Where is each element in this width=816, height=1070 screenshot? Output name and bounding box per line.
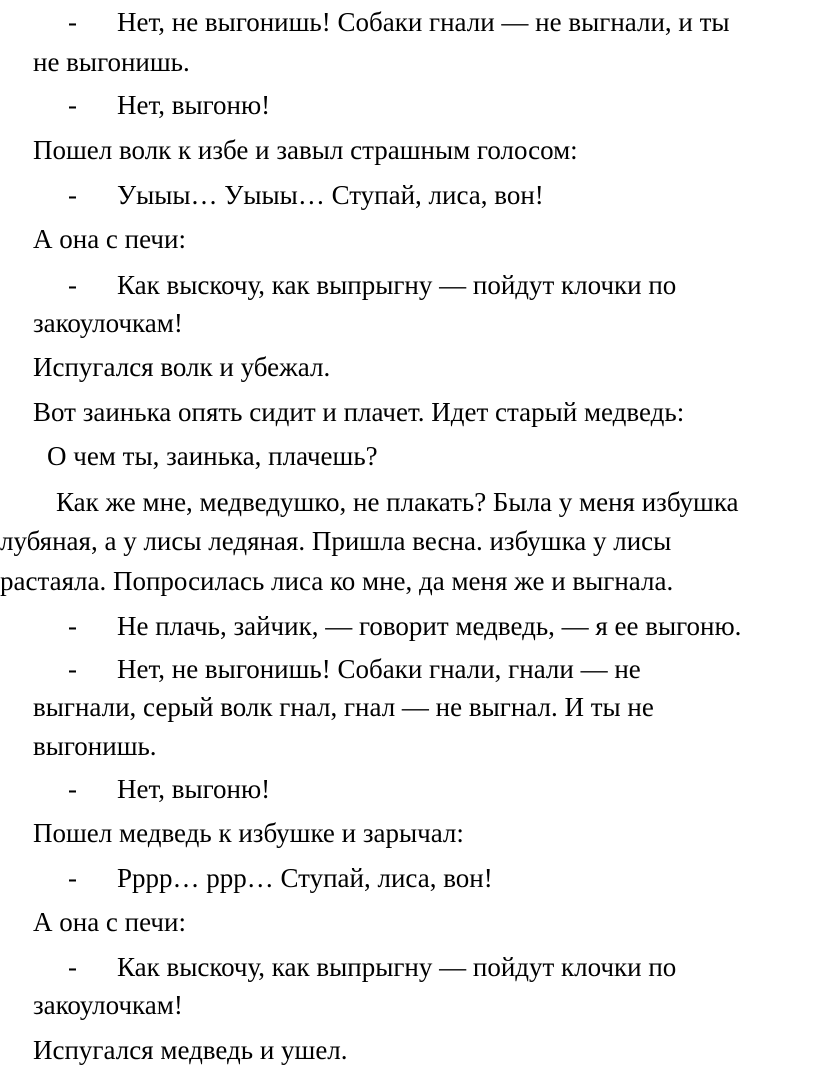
text-line: закоулочкам! xyxy=(33,990,183,1020)
text-line: Как выскочу, как выпрыгну — пойдут клочки по xyxy=(117,952,677,982)
text-line: Нет, выгоню! xyxy=(117,774,271,804)
text-line: Нет, не выгонишь! Собаки гнали, гнали — не xyxy=(117,654,641,684)
text-line: Рррр… ррр… Ступай, лиса, вон! xyxy=(117,863,493,893)
dialogue-dash: - xyxy=(68,180,77,210)
text-line: Не плачь, зайчик, — говорит медведь, — я ее выгоню. xyxy=(117,611,742,641)
text-line: А она с печи: xyxy=(33,224,186,254)
text-line: Испугался волк и убежал. xyxy=(33,352,331,382)
text-line: выгнали, серый волк гнал, гнал — не выгнал. И ты не xyxy=(33,692,654,722)
text-line: А она с печи: xyxy=(33,907,186,937)
text-line: Пошел волк к избе и завыл страшным голосом: xyxy=(33,135,578,165)
text-line: Как выскочу, как выпрыгну — пойдут клочки по xyxy=(117,270,677,300)
text-line: закоулочкам! xyxy=(33,308,183,338)
text-line: Как же мне, медведушко, не плакать? Была у меня избушка xyxy=(56,487,739,517)
dialogue-dash: - xyxy=(68,7,77,37)
dialogue-dash: - xyxy=(68,774,77,804)
text-line: Нет, выгоню! xyxy=(117,90,271,120)
text-line: не выгонишь. xyxy=(33,47,190,77)
text-line: Нет, не выгонишь! Собаки гнали — не выгнали, и ты xyxy=(117,7,730,37)
text-line: Вот заинька опять сидит и плачет. Идет старый медведь: xyxy=(33,397,685,427)
dialogue-dash: - xyxy=(68,270,77,300)
dialogue-dash: - xyxy=(68,952,77,982)
text-line: Пошел медведь к избушке и зарычал: xyxy=(33,818,464,848)
text-line: выгонишь. xyxy=(33,731,157,761)
dialogue-dash: - xyxy=(68,654,77,684)
dialogue-dash: - xyxy=(68,863,77,893)
text-line: Уыыы… Уыыы… Ступай, лиса, вон! xyxy=(117,180,544,210)
text-line: О чем ты, заинька, плачешь? xyxy=(47,441,378,471)
text-line: лубяная, а у лисы ледяная. Пришла весна. избушка у лисы xyxy=(0,526,672,556)
dialogue-dash: - xyxy=(68,90,77,120)
text-line: растаяла. Попросилась лиса ко мне, да меня же и выгнала. xyxy=(0,566,674,596)
dialogue-dash: - xyxy=(68,611,77,641)
text-line: Испугался медведь и ушел. xyxy=(33,1035,348,1065)
